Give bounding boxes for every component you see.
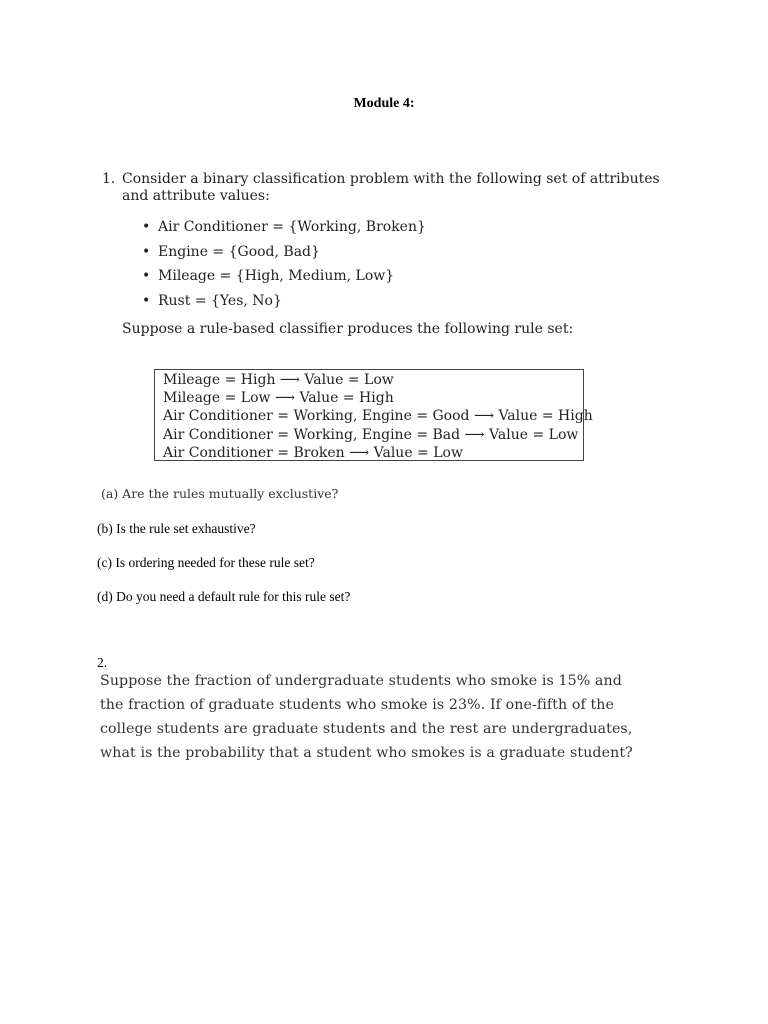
question-2-line: the fraction of graduate students who smoke is 23%. If one-fifth of the — [100, 697, 614, 713]
question-2-line: Suppose the fraction of undergraduate students who smoke is 15% and — [100, 673, 622, 689]
module-title: Module 4: — [353, 96, 415, 111]
attribute-text: Air Conditioner = {Working, Broken} — [158, 219, 426, 235]
bullet-icon: • — [142, 219, 151, 235]
attribute-item — [142, 266, 426, 291]
question-2-line: college students are graduate students and the rest are undergraduates, — [100, 721, 633, 737]
subquestion-d: (d) Do you need a default rule for this rule set? — [97, 589, 351, 604]
rule-line: Air Conditioner = Working, Engine = Bad ⟶ Value = Low — [163, 426, 579, 443]
bullet-icon: • — [142, 292, 151, 309]
bullet-icon: • — [142, 243, 151, 260]
rule-line: Mileage = High ⟶ Value = Low — [163, 372, 394, 388]
subquestion-b: (b) Is the rule set exhaustive? — [97, 521, 256, 536]
attribute-item — [142, 217, 426, 242]
question-1-intro-line: and attribute values: — [122, 188, 270, 204]
subquestion-a: (a) Are the rules mutually exclustive? — [101, 486, 339, 501]
bullet-icon: • — [142, 268, 151, 284]
attribute-text: Engine = {Good, Bad} — [158, 243, 320, 260]
rule-line: Air Conditioner = Working, Engine = Good ⟶ Value = High — [163, 408, 593, 425]
rule-set-intro: Suppose a rule-based classifier produces the following rule set: — [122, 321, 574, 337]
question-2-number: 2. — [97, 655, 108, 670]
question-1-intro-line: Consider a binary classification problem with the following set of attributes — [122, 171, 660, 187]
attribute-item — [142, 242, 426, 267]
attribute-list — [142, 217, 426, 315]
attribute-item — [142, 291, 426, 316]
attribute-text: Rust = {Yes, No} — [158, 292, 282, 309]
rule-set-box — [154, 369, 593, 461]
rule-line: Air Conditioner = Broken ⟶ Value = Low — [163, 444, 463, 461]
subquestion-c: (c) Is ordering needed for these rule set? — [97, 555, 315, 570]
question-2-line: what is the probability that a student who smokes is a graduate student? — [100, 745, 633, 761]
attribute-text: Mileage = {High, Medium, Low} — [158, 268, 395, 284]
rule-line: Mileage = Low ⟶ Value = High — [163, 390, 394, 407]
question-1-number: 1. — [102, 171, 116, 187]
